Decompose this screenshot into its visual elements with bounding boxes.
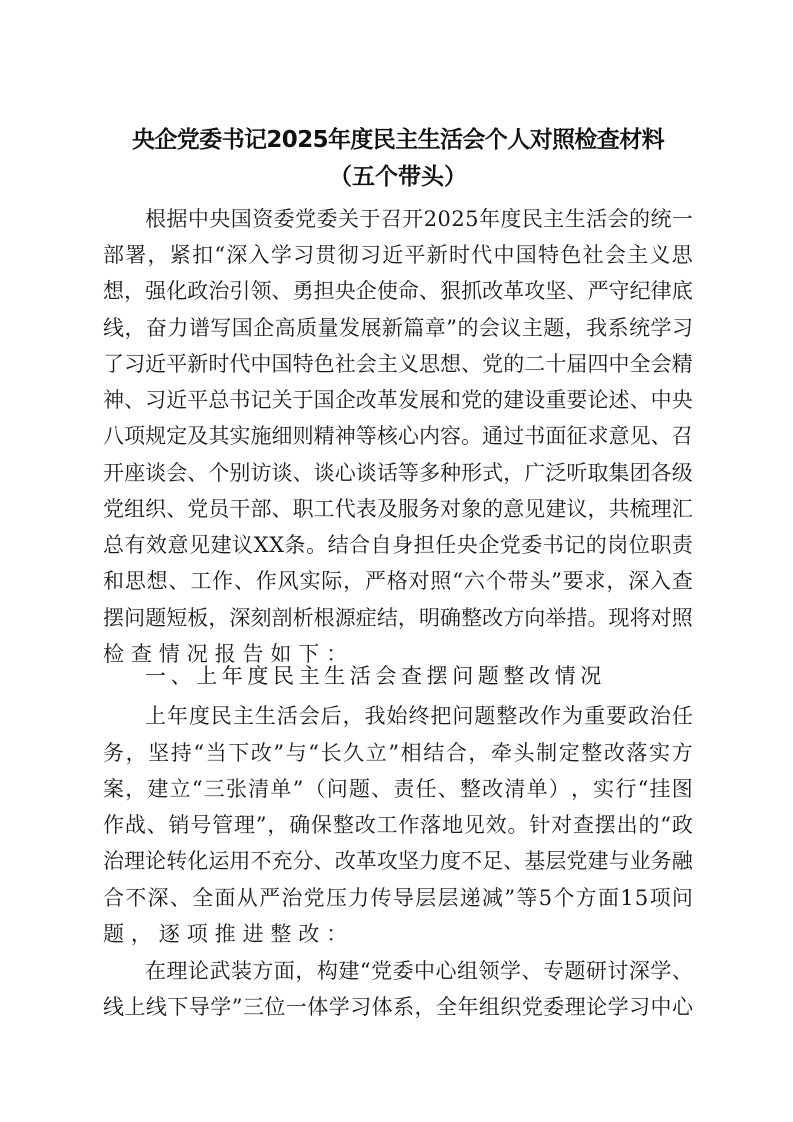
section-line: 在 理 论 武 装 方 面 ， 构 建 “ 党 委 中 心 组 领 学 、 专 题 研 讨 深 学 、 [145, 959, 693, 983]
section-line: 案 ， 建 立 “ 三 张 清 单 ” （ 问 题 、 责 任 、 整 改 清 单 ） ， 实 行 “ 挂 图 [103, 777, 693, 801]
document-subtitle: （五个带头） [329, 164, 467, 190]
section-line: 上 年 度 民 主 生 活 会 后 ， 我 始 终 把 问 题 整 改 作 为 重 要 政 治 任 [145, 704, 693, 728]
section-line: 治 理 论 转 化 运 用 不 充 分 、 改 革 攻 坚 力 度 不 足 、 基 层 党 建 与 业 务 融 [103, 849, 693, 873]
intro-line: 了 习 近 平 新 时 代 中 国 特 色 社 会 主 义 思 想 、 党 的 二 十 届 四 中 全 会 精 [103, 352, 693, 376]
intro-line: 党 组 织 、 党 员 干 部 、 职 工 代 表 及 服 务 对 象 的 意 见 建 议 ， 共 梳 理 汇 [103, 497, 693, 521]
intro-line: 根 据 中 央 国 资 委 党 委 关 于 召 开 2 0 2 5 年 度 民 主 生 活 会 的 统 一 [145, 207, 693, 231]
intro-line: 线 ， 奋 力 谱 写 国 企 高 质 量 发 展 新 篇 章 ” 的 会 议 主 题 ， 我 系 统 学 习 [103, 316, 693, 340]
intro-line: 想 ， 强 化 政 治 引 领 、 勇 担 央 企 使 命 、 狠 抓 改 革 攻 坚 、 严 守 纪 律 底 [103, 279, 693, 303]
intro-line: 部 署 ， 紧 扣 “ 深 入 学 习 贯 彻 习 近 平 新 时 代 中 国 特 色 社 会 主 义 思 [103, 243, 693, 267]
intro-line: 总 有 效 意 见 建 议 X X 条 。 结 合 自 身 担 任 央 企 党 委 书 记 的 岗 位 职 责 [103, 533, 693, 557]
intro-line: 摆 问 题 短 板 ， 深 刻 剖 析 根 源 症 结 ， 明 确 整 改 方 向 举 措 。 现 将 对 照 [103, 606, 693, 630]
section-line: 务 ， 坚 持 “ 当 下 改 ” 与 “ 长 久 立 ” 相 结 合 ， 牵 头 制 定 整 改 落 实 方 [103, 741, 693, 765]
section-line: 作 战 、 销 号 管 理 ” ， 确 保 整 改 工 作 落 地 见 效 。 针 对 查 摆 出 的 “ 政 [103, 813, 693, 837]
intro-line: 八 项 规 定 及 其 实 施 细 则 精 神 等 核 心 内 容 。 通 过 书 面 征 求 意 见 、 召 [103, 424, 693, 448]
document-title: 央企党委书记2025年度民主生活会个人对照检查材料 [131, 127, 664, 153]
intro-line: 神 、 习 近 平 总 书 记 关 于 国 企 改 革 发 展 和 党 的 建 设 重 要 论 述 、 中 央 [103, 388, 693, 412]
section-line: 线 上 线 下 导 学 ” 三 位 一 体 学 习 体 系 ， 全 年 组 织 党 委 理 论 学 习 中 心 [103, 995, 693, 1019]
section-heading: 一、上年度民主生活会查摆问题整改情况 [145, 664, 606, 688]
intro-line: 和 思 想 、 工 作 、 作 风 实 际 ， 严 格 对 照 “ 六 个 带 头 ” 要 求 ， 深 入 查 [103, 569, 693, 593]
section-line-last: 题，逐项推进整改： [103, 922, 355, 946]
section-line: 合 不 深 、 全 面 从 严 治 党 压 力 传 导 层 层 递 减 ” 等 5 个 方 面 1 5 项 问 [103, 886, 693, 910]
intro-line-last: 检查情况报告如下： [103, 642, 355, 666]
intro-line: 开 座 谈 会 、 个 别 访 谈 、 谈 心 谈 话 等 多 种 形 式 ， 广 泛 听 取 集 团 各 级 [103, 461, 693, 485]
